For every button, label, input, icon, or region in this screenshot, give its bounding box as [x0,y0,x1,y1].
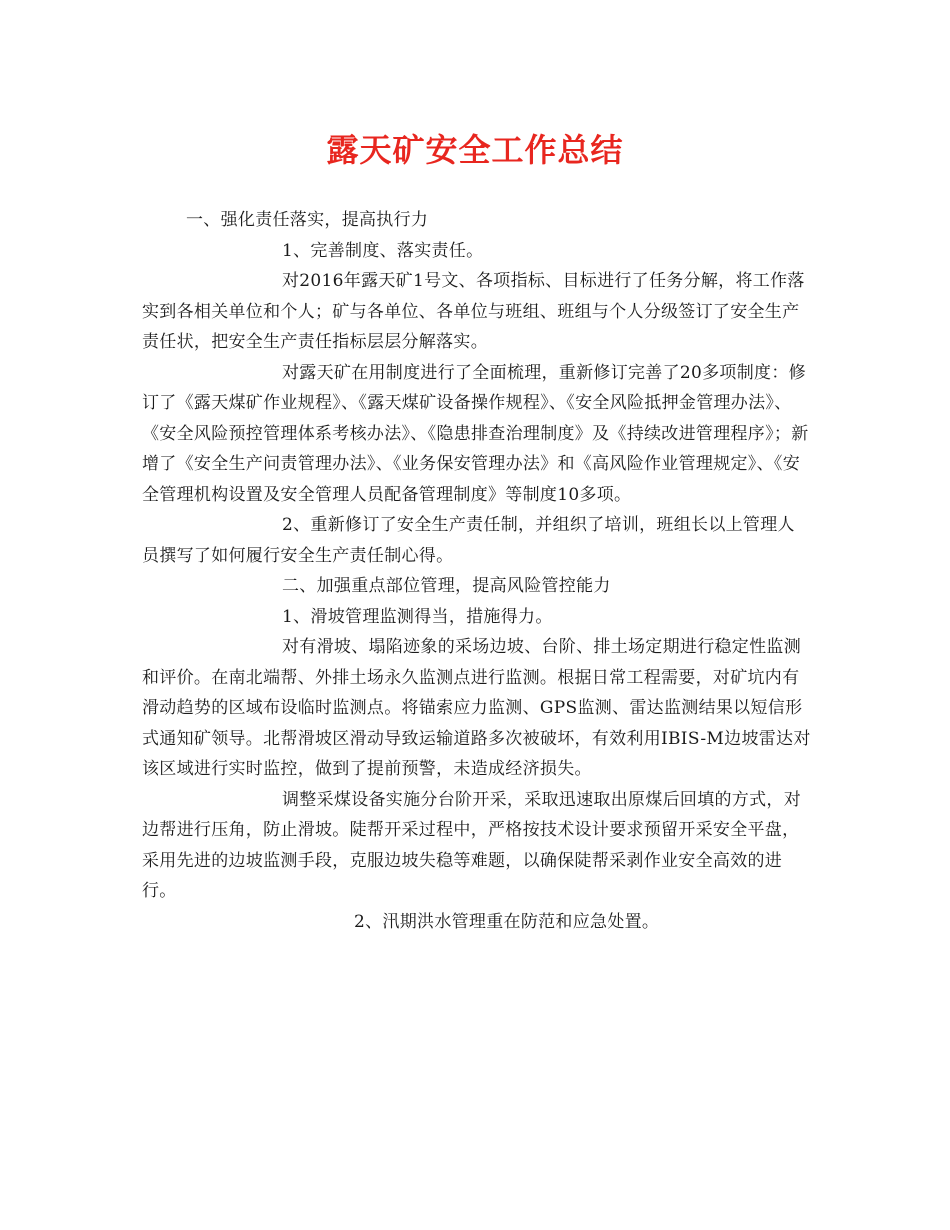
subsection-heading-2-1: 1、滑坡管理监测得当，措施得力。 [282,606,553,627]
subsection-heading-2-2: 2、汛期洪水管理重在防范和应急处置。 [354,911,660,932]
document-body [142,205,812,937]
section-heading-2: 二、加强重点部位管理，提高风险管控能力 [282,576,611,596]
subsection-heading-1-1: 1、完善制度、落实责任。 [282,240,484,261]
paragraph-4: 调整采煤设备实施分台阶开采，采取迅速取出原煤后回填的方式，对边帮进行压角，防止滑坡。陡帮开采过程中，严格按技术设计要求预留开采安全平盘，采用先进的边坡监测手段，克服边坡失稳等难题，以确保陡帮采剥作业安全高效的进行。 [142,789,801,901]
paragraph-3: 对有滑坡、塌陷迹象的采场边坡、台阶、排土场定期进行稳定性监测和评价。在南北端帮、外排土场永久监测点进行监测。根据日常工程需要，对矿坑内有滑动趋势的区域布设临时监测点。将锚索应力监测、GPS监测、雷达监测结果以短信形式通知矿领导。北帮滑坡区滑动导致运输道路多次被破坏，有效利用IBIS-M边坡雷达对该区域进行实时监控，做到了提前预警，未造成经济损失。 [142,637,811,779]
subsection-heading-1-2: 2、重新修订了安全生产责任制，并组织了培训，班组长以上管理人员撰写了如何履行安全生产责任制心得。 [142,515,795,566]
paragraph-1: 对2016年露天矿1号文、各项指标、目标进行了任务分解，将工作落实到各相关单位和个人；矿与各单位、各单位与班组、班组与个人分级签订了安全生产责任状，把安全生产责任指标层层分解落实。 [142,271,805,352]
paragraph-2: 对露天矿在用制度进行了全面梳理，重新修订完善了20多项制度：修订了《露天煤矿作业规程》、《露天煤矿设备操作规程》、《安全风险抵押金管理办法》、《安全风险预控管理体系考核办法》、《隐患排查治理制度》及《持续改进管理程序》；新增了《安全生产问责管理办法》、《业务保安管理办法》和《高风险作业管理规定》、《安全管理机构设置及安全管理人员配备管理制度》等制度10多项。 [142,362,809,505]
document-title: 露天矿安全工作总结 [326,131,624,169]
section-heading-1: 一、强化责任落实，提高执行力 [186,210,429,230]
